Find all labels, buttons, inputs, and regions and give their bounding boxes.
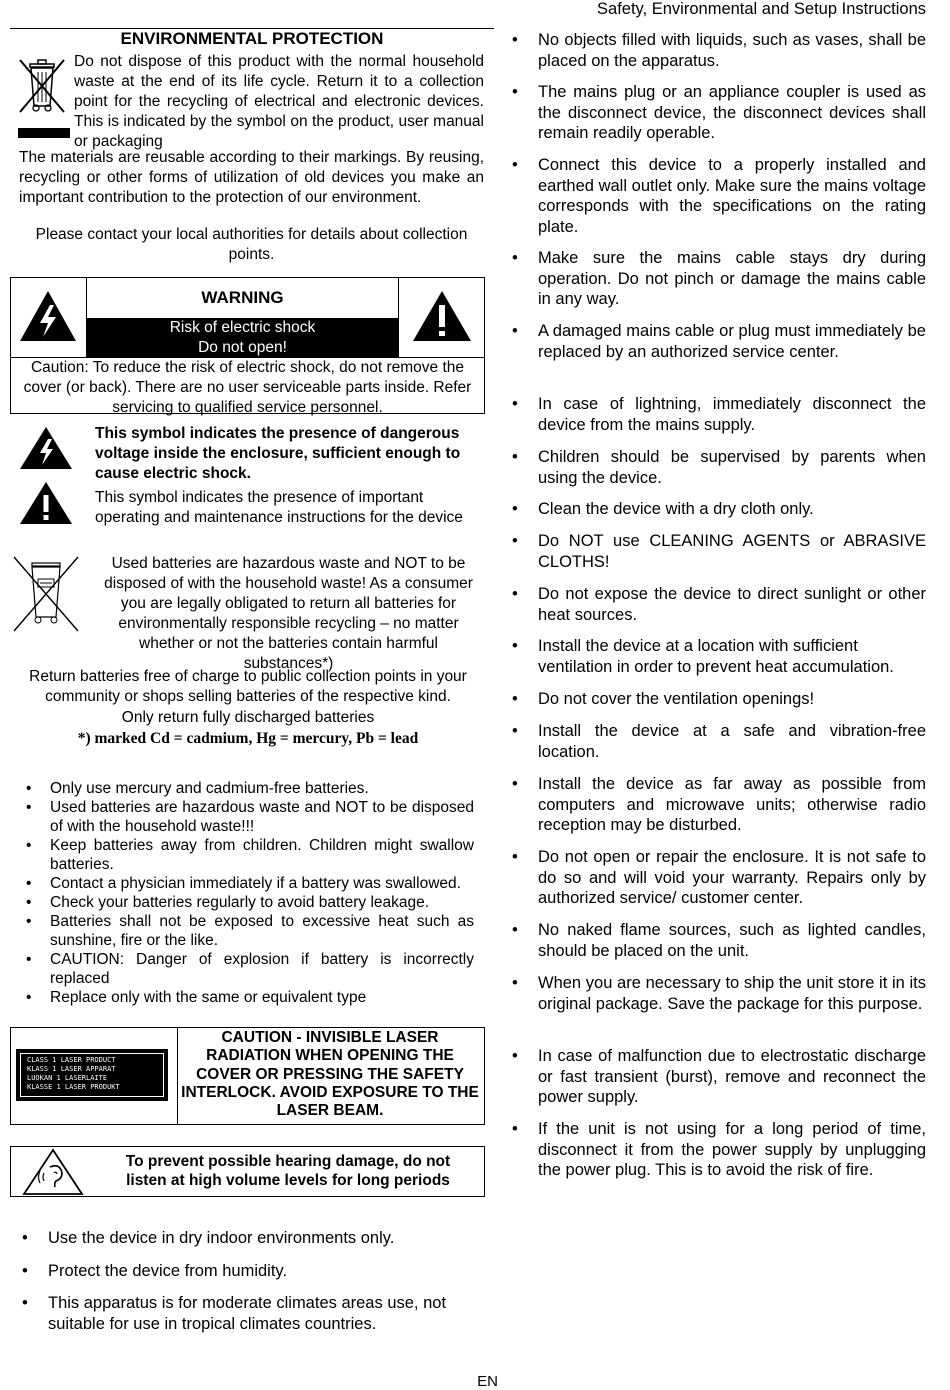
battery-paragraph-2: Return batteries free of charge to public collection points in your community or shops selling batteries of the respective kind. [29, 668, 467, 705]
weee-bin-icon [14, 56, 72, 116]
safety-bullet: • Do NOT use CLEANING AGENTS or ABRASIVE CLOTHS! [510, 531, 926, 572]
battery-bullet: • Replace only with the same or equivalent type [24, 988, 474, 1007]
safety-bullet: • In case of malfunction due to electrostatic discharge or fast transient (burst), remove and reconnect the power supply. [510, 1046, 926, 1108]
env-paragraph-3: Please contact your local authorities for details about collection points. [35, 226, 468, 263]
battery-bullet: • Only use mercury and cadmium-free batteries. [24, 779, 474, 798]
laser-label-line: KLASSE 1 LASER PRODUKT [27, 1083, 120, 1091]
laser-label-line: CLASS 1 LASER PRODUCT [27, 1056, 116, 1064]
safety-bullet: • If the unit is not using for a long period of time, disconnect it from the power supply by unplugging the power plug. This is to avoid the risk of fire. [510, 1119, 926, 1181]
voltage-symbol-text: This symbol indicates the presence of dangerous voltage inside the enclosure, sufficient enough to cause electric shock. [95, 425, 461, 482]
battery-paragraph-1: Used batteries are hazardous waste and NOT to be disposed of with the household waste! As a consumer you are legally obligated to return all batteries for environmentally responsible recycling – no matter whether or not the batteries contain harmful substances*) [104, 555, 473, 672]
safety-bullet: • When you are necessary to ship the unit store it in its original package. Save the package for this purpose. [510, 973, 926, 1014]
warning-left-cell [10, 277, 87, 358]
warning-black-band [87, 318, 398, 358]
battery-bullet: • Used batteries are hazardous waste and NOT to be disposed of with the household waste!!! [24, 798, 474, 836]
bottom-bullet: • This apparatus is for moderate climates areas use, not suitable for use in tropical climates countries. [20, 1293, 465, 1334]
laser-label-plate [16, 1049, 168, 1101]
safety-bullet: • Do not cover the ventilation openings! [510, 689, 926, 710]
safety-bullet: • Do not open or repair the enclosure. It is not safe to do so and will void your warranty. Repairs only by authorized service/ customer center. [510, 847, 926, 909]
safety-bullet: • Children should be supervised by parents when using the device. [510, 447, 926, 488]
safety-bullet: • Install the device at a safe and vibration-free location. [510, 721, 926, 762]
safety-bullet: • The mains plug or an appliance coupler is used as the disconnect device, the disconnect devices shall remain readily operable. [510, 82, 926, 144]
safety-bullet: • No naked flame sources, such as lighted candles, should be placed on the unit. [510, 920, 926, 961]
safety-bullet: • Install the device as far away as possible from computers and microwave units; otherwise radio reception may be disturbed. [510, 774, 926, 836]
battery-bullet: • Check your batteries regularly to avoid battery leakage. [24, 893, 474, 912]
safety-bullet: • Install the device at a location with sufficient ventilation in order to prevent heat accumulation. [510, 636, 926, 677]
laser-label-line: KLASS 1 LASER APPARAT [27, 1065, 116, 1073]
warning-black-line-2: Do not open! [198, 339, 287, 356]
exclaim-symbol-text: This symbol indicates the presence of important operating and maintenance instructions for the device [95, 489, 463, 526]
bottom-bullet-list [20, 1228, 465, 1334]
env-paragraph-2: The materials are reusable according to their markings. By reusing, recycling or other forms of utilization of old devices you make an important contribution to the protection of our environment. [19, 149, 484, 206]
safety-bullet: • A damaged mains cable or plug must immediately be replaced by an authorized service center. [510, 321, 926, 362]
battery-bullet: • Keep batteries away from children. Children might swallow batteries. [24, 836, 474, 874]
battery-bullet: • Contact a physician immediately if a battery was swallowed. [24, 874, 474, 893]
bottom-bullet: • Use the device in dry indoor environments only. [20, 1228, 465, 1249]
warning-title: WARNING [201, 288, 284, 307]
exclamation-triangle-icon [399, 277, 485, 357]
laser-label-cell [10, 1027, 178, 1125]
battery-bullet-list [24, 779, 474, 1007]
page-header-title: Safety, Environmental and Setup Instructions [597, 0, 926, 18]
safety-bullet: • Make sure the mains cable stays dry during operation. Do not pinch or damage the mains cable in any way. [510, 248, 926, 310]
safety-bullet: • In case of lightning, immediately disconnect the device from the mains supply. [510, 394, 926, 435]
page-footer-language: EN [477, 1373, 498, 1390]
hearing-warning-icon [20, 1147, 86, 1197]
battery-footnote: *) marked Cd = cadmium, Hg = mercury, Pb = lead [77, 730, 419, 747]
warning-right-cell [398, 277, 485, 358]
weee-bar-symbol [18, 128, 70, 138]
battery-bin-icon [10, 555, 82, 635]
laser-label-line: LUOKAN 1 LASERLAITE [27, 1074, 108, 1082]
hearing-text: To prevent possible hearing damage, do not listen at high volume levels for long periods [125, 1153, 451, 1189]
exclamation-symbol-icon [18, 480, 74, 526]
safety-bullet: • No objects filled with liquids, such as vases, shall be placed on the apparatus. [510, 30, 926, 71]
safety-bullet: • Do not expose the device to direct sunlight or other heat sources. [510, 584, 926, 625]
env-paragraph-1: Do not dispose of this product with the normal household waste at the end of its life cycle. Return it to a collection point for the recycling of electrical and electronic devices. This is indicated by the symbol on the product, user manual or packaging [74, 53, 484, 150]
warning-black-line-1: Risk of electric shock [169, 319, 316, 336]
laser-caution-text: CAUTION - INVISIBLE LASER RADIATION WHEN OPENING THE COVER OR PRESSING THE SAFETY INTERLOCK. AVOID EXPOSURE TO THE LASER BEAM. [181, 1029, 479, 1120]
safety-bullet: • Connect this device to a properly installed and earthed wall outlet only. Make sure the mains voltage corresponds with the specifications on the rating plate. [510, 155, 926, 237]
battery-bullet: • CAUTION: Danger of explosion if battery is incorrectly replaced [24, 950, 474, 988]
bottom-bullet: • Protect the device from humidity. [20, 1261, 465, 1282]
env-title: ENVIRONMENTAL PROTECTION [120, 29, 384, 48]
warning-caution-text: Caution: To reduce the risk of electric shock, do not remove the cover (or back). There are no user serviceable parts inside. Refer servicing to qualified service personnel. [23, 359, 472, 416]
safety-bullet: • Clean the device with a dry cloth only. [510, 499, 926, 520]
lightning-symbol-icon [18, 425, 74, 471]
battery-bullet: • Batteries shall not be exposed to excessive heat such as sunshine, fire or the like. [24, 912, 474, 950]
lightning-triangle-icon [10, 277, 86, 357]
battery-paragraph-3: Only return fully discharged batteries [121, 709, 375, 726]
